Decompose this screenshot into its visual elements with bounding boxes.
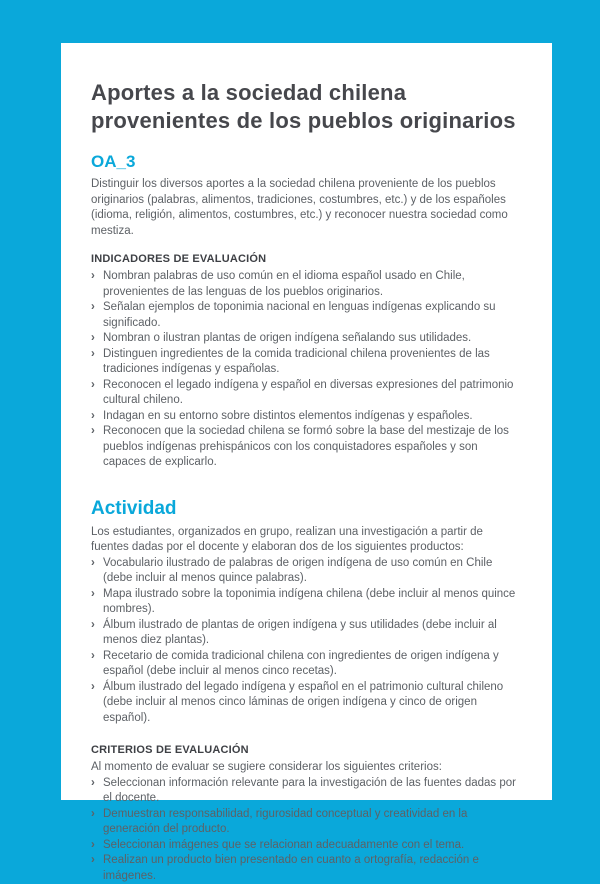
list-item-text: Nombran o ilustran plantas de origen indígena señalando sus utilidades. — [103, 331, 523, 347]
oa3-description: Distinguir los diversos aportes a la sociedad chilena proveniente de los pueblos originarios (palabras, alimentos, tradiciones, costumbres, etc.) y de los españoles (idioma, religión, alimentos, costumbres, etc.) y reconocer nuestra sociedad como mestiza. — [91, 177, 523, 239]
bullet-marker: › — [91, 347, 103, 363]
list-item-text: Álbum ilustrado de plantas de origen indígena y sus utilidades (debe incluir al menos diez plantas). — [103, 618, 523, 649]
list-item — [91, 556, 523, 587]
list-item — [91, 331, 523, 347]
list-item — [91, 618, 523, 649]
list-item — [91, 807, 523, 838]
list-item — [91, 300, 523, 331]
criterios-intro: Al momento de evaluar se sugiere considerar los siguientes criterios: — [91, 760, 523, 776]
bullet-marker: › — [91, 424, 103, 440]
page-title: Aportes a la sociedad chilena provenientes de los pueblos originarios — [91, 79, 523, 135]
oa3-heading: OA_3 — [91, 151, 523, 173]
bullet-marker: › — [91, 649, 103, 665]
list-item-text: Vocabulario ilustrado de palabras de origen indígena de uso común en Chile (debe incluir al menos quince palabras). — [103, 556, 523, 587]
list-item — [91, 649, 523, 680]
bullet-marker: › — [91, 680, 103, 696]
list-item — [91, 378, 523, 409]
list-item-text: Recetario de comida tradicional chilena con ingredientes de origen indígena y español (debe incluir al menos cinco recetas). — [103, 649, 523, 680]
bullet-marker: › — [91, 853, 103, 869]
actividad-list — [91, 556, 523, 727]
actividad-intro: Los estudiantes, organizados en grupo, realizan una investigación a partir de fuentes dadas por el docente y elaboran dos de los siguientes productos: — [91, 525, 523, 556]
list-item — [91, 269, 523, 300]
list-item — [91, 838, 523, 854]
list-item-text: Demuestran responsabilidad, rigurosidad conceptual y creatividad en la generación del producto. — [103, 807, 523, 838]
list-item-text: Reconocen el legado indígena y español en diversas expresiones del patrimonio cultural chileno. — [103, 378, 523, 409]
bullet-marker: › — [91, 331, 103, 347]
section-indicadores — [91, 252, 523, 471]
bullet-marker: › — [91, 776, 103, 792]
bullet-marker: › — [91, 807, 103, 823]
list-item-text: Reconocen que la sociedad chilena se formó sobre la base del mestizaje de los pueblos indígenas prehispánicos con los conquistadores españoles y son capaces de explicarlo. — [103, 424, 523, 471]
list-item — [91, 424, 523, 471]
bullet-marker: › — [91, 409, 103, 425]
list-item-text: Mapa ilustrado sobre la toponimia indígena chilena (debe incluir al menos quince nombres). — [103, 587, 523, 618]
section-actividad — [91, 497, 523, 727]
bullet-marker: › — [91, 300, 103, 316]
bullet-marker: › — [91, 556, 103, 572]
list-item-text: Álbum ilustrado del legado indígena y español en el patrimonio cultural chileno (debe incluir al menos cinco láminas de origen indígena y cinco de origen español). — [103, 680, 523, 727]
bullet-marker: › — [91, 838, 103, 854]
bullet-marker: › — [91, 269, 103, 285]
list-item-text: Distinguen ingredientes de la comida tradicional chilena provenientes de las tradiciones indígenas y españolas. — [103, 347, 523, 378]
indicadores-list — [91, 269, 523, 471]
criterios-list — [91, 776, 523, 884]
list-item — [91, 680, 523, 727]
list-item — [91, 853, 523, 884]
list-item-text: Señalan ejemplos de toponimia nacional en lenguas indígenas explicando su significado. — [103, 300, 523, 331]
indicadores-heading: INDICADORES DE EVALUACIÓN — [91, 252, 523, 267]
list-item — [91, 776, 523, 807]
section-oa3 — [91, 151, 523, 239]
list-item-text: Indagan en su entorno sobre distintos elementos indígenas y españoles. — [103, 409, 523, 425]
document-page — [61, 43, 552, 800]
section-criterios — [91, 743, 523, 884]
list-item-text: Seleccionan información relevante para la investigación de las fuentes dadas por el docente. — [103, 776, 523, 807]
bullet-marker: › — [91, 618, 103, 634]
list-item-text: Seleccionan imágenes que se relacionan adecuadamente con el tema. — [103, 838, 523, 854]
actividad-heading: Actividad — [91, 497, 523, 521]
list-item-text: Realizan un producto bien presentado en cuanto a ortografía, redacción e imágenes. — [103, 853, 523, 884]
list-item-text: Nombran palabras de uso común en el idioma español usado en Chile, provenientes de las lenguas de los pueblos originarios. — [103, 269, 523, 300]
list-item — [91, 347, 523, 378]
criterios-heading: CRITERIOS DE EVALUACIÓN — [91, 743, 523, 758]
list-item — [91, 409, 523, 425]
bullet-marker: › — [91, 378, 103, 394]
bullet-marker: › — [91, 587, 103, 603]
list-item — [91, 587, 523, 618]
